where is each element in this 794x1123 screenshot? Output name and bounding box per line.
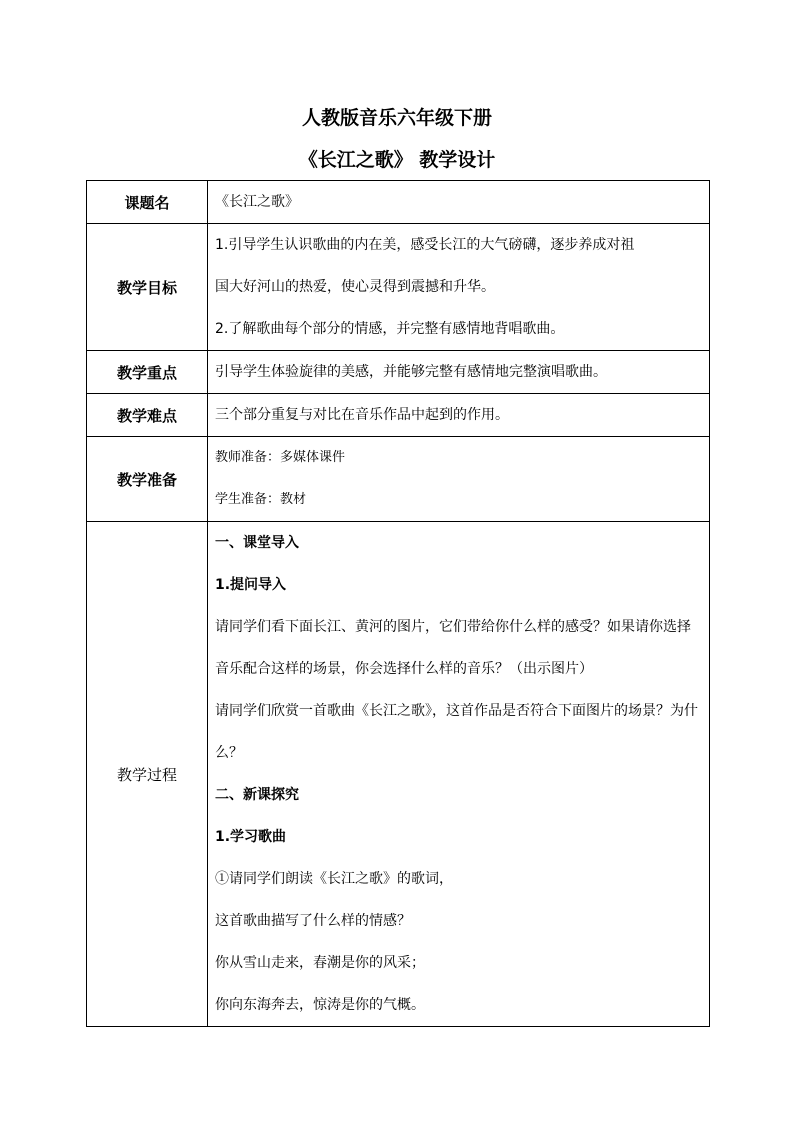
process-value: [208, 522, 710, 1027]
row-goals: [87, 224, 710, 351]
difficulty-value: [208, 394, 710, 437]
key-points-text: 引导学生体验旋律的美感，并能够完整有感情地完整演唱歌曲。: [215, 364, 607, 380]
topic-label: 课题名: [87, 181, 208, 224]
goals-line-2: 国大好河山的热爱，使心灵得到震撼和升华。: [215, 279, 495, 295]
goals-value: [208, 224, 710, 351]
row-topic: [87, 181, 710, 224]
row-preparation: [87, 437, 710, 522]
process-label: 教学过程: [87, 522, 208, 1027]
student-prep: 学生准备：教材: [215, 492, 307, 507]
preparation-label: 教学准备: [87, 437, 208, 522]
goals-line-3: 2.了解歌曲每个部分的情感，并完整有感情地背唱歌曲。: [215, 321, 565, 337]
key-points-label: 教学重点: [87, 351, 208, 394]
process-subheading-2: 1.学习歌曲: [215, 829, 287, 845]
document-subtitle: 《长江之歌》 教学设计: [298, 149, 496, 171]
row-difficulty: [87, 394, 710, 437]
process-paragraph-4: 这首歌曲描写了什么样的情感？: [215, 913, 411, 929]
difficulty-label: 教学难点: [87, 394, 208, 437]
lyrics-line-1: 你从雪山走来，春潮是你的风采；: [215, 955, 425, 971]
key-points-value: [208, 351, 710, 394]
preparation-value: [208, 437, 710, 522]
goals-label: 教学目标: [87, 224, 208, 351]
row-process: [87, 522, 710, 1027]
process-paragraph-1: 请同学们看下面长江、黄河的图片，它们带给你什么样的感受？如果请你选择音乐配合这样的场景，你会选择什么样的音乐？（出示图片）: [215, 619, 691, 677]
topic-text: 《长江之歌》: [215, 194, 299, 210]
teacher-prep: 教师准备：多媒体课件: [215, 450, 346, 465]
process-paragraph-2: 请同学们欣赏一首歌曲《长江之歌》，这首作品是否符合下面图片的场景？为什么？: [215, 703, 698, 761]
process-paragraph-3: ①请同学们朗读《长江之歌》的歌词，: [215, 871, 453, 887]
lyrics-line-2: 你向东海奔去，惊涛是你的气概。: [215, 997, 425, 1013]
document-title: 人教版音乐六年级下册: [301, 107, 492, 129]
lesson-plan-table: [86, 180, 710, 1027]
process-heading-2: 二、新课探究: [215, 787, 299, 803]
difficulty-text: 三个部分重复与对比在音乐作品中起到的作用。: [215, 407, 509, 423]
goals-line-1: 1.引导学生认识歌曲的内在美，感受长江的大气磅礴，逐步养成对祖: [215, 237, 635, 253]
topic-value: [208, 181, 710, 224]
process-subheading-1: 1.提问导入: [215, 577, 287, 593]
process-heading-1: 一、课堂导入: [215, 535, 299, 551]
row-key-points: [87, 351, 710, 394]
